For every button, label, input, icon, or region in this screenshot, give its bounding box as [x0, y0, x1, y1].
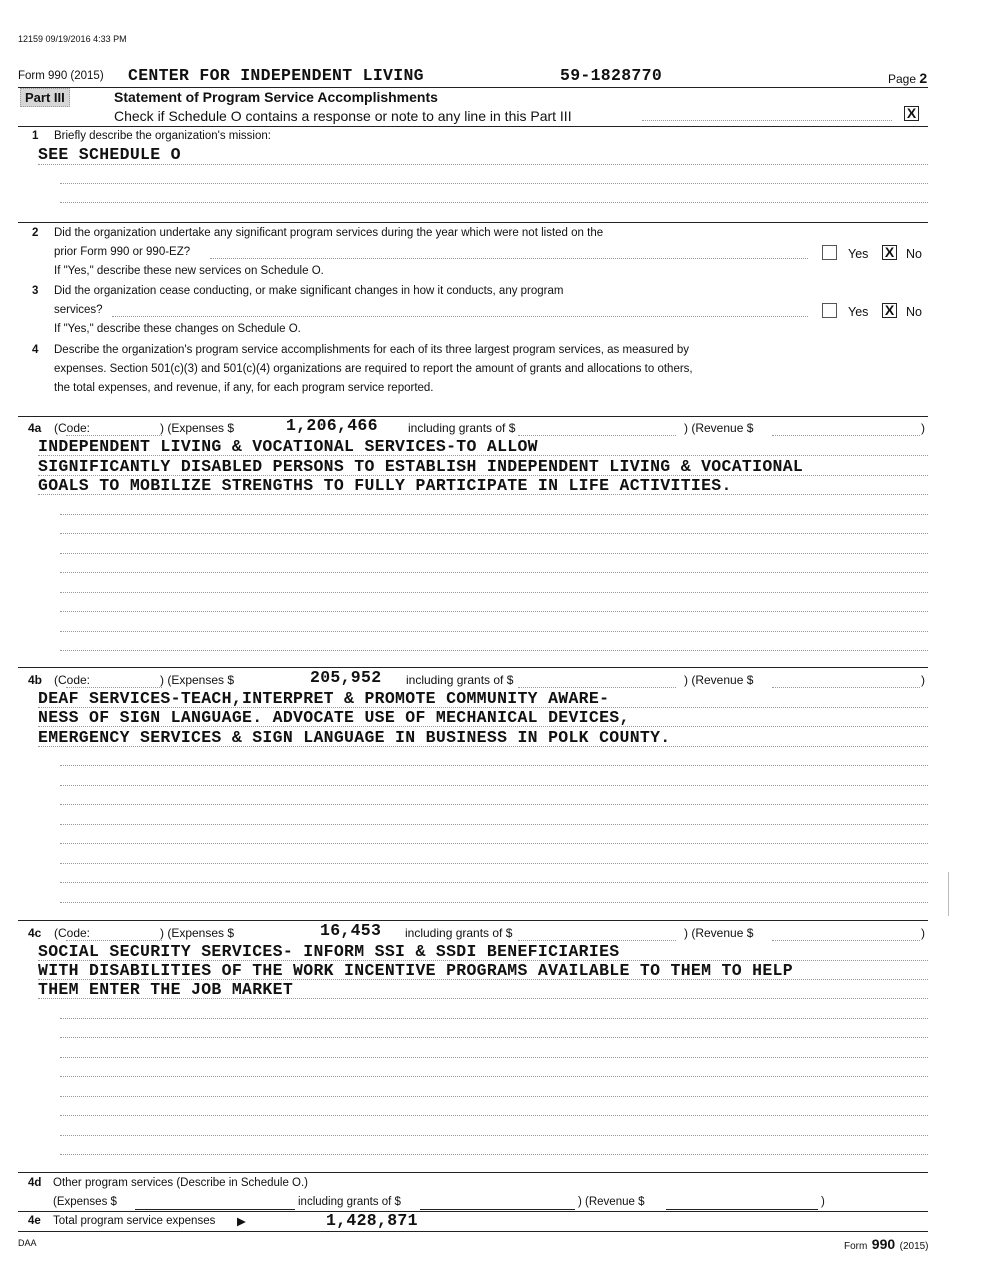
program-4a-line: SIGNIFICANTLY DISABLED PERSONS TO ESTABLISH INDEPENDENT LIVING & VOCATIONAL	[38, 457, 804, 476]
program-4b-revenue-label: ) (Revenue $	[684, 673, 754, 687]
answer-line	[60, 1096, 928, 1097]
q2-no-checkbox[interactable]: X	[882, 245, 897, 260]
q2-yes-checkbox[interactable]	[822, 245, 837, 260]
q2-note: If "Yes," describe these new services on Schedule O.	[54, 265, 324, 277]
q4-text-line3: the total expenses, and revenue, if any, for each program service reported.	[54, 382, 434, 394]
q4e-number: 4e	[28, 1215, 41, 1227]
program-4c-close: )	[921, 926, 925, 940]
q3-yes-label: Yes	[848, 305, 869, 319]
page-word: Page	[888, 72, 917, 86]
answer-line	[60, 882, 928, 883]
mission-answer: SEE SCHEDULE O	[38, 145, 181, 164]
q1-number: 1	[32, 130, 39, 142]
answer-line	[60, 650, 928, 651]
answer-line	[60, 611, 928, 612]
header-rule	[18, 87, 928, 88]
program-4b-expenses-label: ) (Expenses $	[160, 673, 235, 687]
footer-form-year: (2015)	[899, 1241, 929, 1252]
program-4a-expenses-label: ) (Expenses $	[160, 421, 235, 435]
program-4a-id: 4a	[28, 421, 42, 435]
scan-mark	[948, 872, 949, 916]
program-4c-expenses-value: 16,453	[320, 921, 382, 940]
q2-number: 2	[32, 227, 39, 239]
answer-line	[60, 533, 928, 534]
answer-line	[60, 1018, 928, 1019]
program-4b-expenses-value: 205,952	[310, 668, 382, 687]
q3-note: If "Yes," describe these changes on Schedule O.	[54, 323, 301, 335]
answer-line	[38, 979, 928, 980]
answer-line	[38, 494, 928, 495]
program-4b-line: NESS OF SIGN LANGUAGE. ADVOCATE USE OF MECHANICAL DEVICES,	[38, 708, 630, 727]
leader-dots	[66, 687, 162, 688]
q3-no-label: No	[906, 305, 922, 319]
answer-line	[60, 1135, 928, 1136]
answer-line	[60, 765, 928, 766]
program-4b-grants-label: including grants of $	[406, 673, 514, 687]
answer-line	[60, 1115, 928, 1116]
leader-dots	[518, 435, 676, 436]
program-4c-expenses-label: ) (Expenses $	[160, 926, 235, 940]
q3-text-line2: services?	[54, 304, 103, 316]
footer-rule	[18, 1231, 928, 1232]
answer-line	[60, 631, 928, 632]
program-4c-line: SOCIAL SECURITY SERVICES- INFORM SSI & SSDI BENEFICIARIES	[38, 942, 620, 961]
answer-line	[38, 960, 928, 961]
answer-line	[38, 707, 928, 708]
leader-dots	[518, 687, 676, 688]
program-4a-line: GOALS TO MOBILIZE STRENGTHS TO FULLY PARTICIPATE IN LIFE ACTIVITIES.	[38, 476, 732, 495]
program-4b-line: DEAF SERVICES-TEACH,INTERPRET & PROMOTE COMMUNITY AWARE-	[38, 689, 610, 708]
leader-dots	[772, 435, 920, 436]
section-rule	[18, 1172, 928, 1173]
footer-form-number: 990	[871, 1236, 896, 1252]
q3-number: 3	[32, 285, 39, 297]
q4d-close: )	[821, 1196, 825, 1208]
part-title: Statement of Program Service Accomplishments	[114, 89, 438, 105]
program-4a-close: )	[921, 421, 925, 435]
schedule-o-checkbox[interactable]: X	[904, 106, 919, 121]
section-rule	[18, 667, 928, 668]
answer-line	[60, 902, 928, 903]
answer-line	[60, 572, 928, 573]
q4d-revenue-line	[666, 1209, 818, 1210]
program-4c-line: WITH DISABILITIES OF THE WORK INCENTIVE PROGRAMS AVAILABLE TO THEM TO HELP	[38, 961, 793, 980]
answer-line	[60, 1154, 928, 1155]
leader-dots	[772, 687, 920, 688]
leader-dots	[66, 435, 162, 436]
answer-line	[60, 785, 928, 786]
program-4c-line: THEM ENTER THE JOB MARKET	[38, 980, 294, 999]
program-4c-id: 4c	[28, 926, 42, 940]
answer-line	[60, 804, 928, 805]
q3-yes-checkbox[interactable]	[822, 303, 837, 318]
footer-daa: DAA	[18, 1238, 37, 1248]
program-4a-grants-label: including grants of $	[408, 421, 516, 435]
program-4b-id: 4b	[28, 673, 43, 687]
answer-line	[38, 475, 928, 476]
program-4c-code-label: (Code:	[54, 926, 91, 940]
answer-line	[38, 164, 928, 165]
answer-line	[60, 1037, 928, 1038]
leader-dots	[210, 258, 808, 259]
leader-dots	[772, 940, 920, 941]
q2-no-label: No	[906, 247, 922, 261]
answer-line	[60, 824, 928, 825]
section-rule	[18, 222, 928, 223]
form-label: Form 990 (2015)	[18, 70, 104, 82]
program-4b-line: EMERGENCY SERVICES & SIGN LANGUAGE IN BUSINESS IN POLK COUNTY.	[38, 728, 671, 747]
part-label: Part III	[20, 88, 70, 107]
q2-text-line2: prior Form 990 or 990-EZ?	[54, 246, 191, 258]
answer-line	[60, 183, 928, 184]
q3-text-line1: Did the organization cease conducting, or make significant changes in how it conducts, any program	[54, 285, 564, 297]
q4d-number: 4d	[28, 1177, 42, 1189]
q2-yes-label: Yes	[848, 247, 869, 261]
answer-line	[60, 202, 928, 203]
section-rule	[18, 920, 928, 921]
arrow-icon: ▶	[237, 1216, 246, 1228]
q1-text: Briefly describe the organization's mission:	[54, 130, 271, 142]
answer-line	[60, 843, 928, 844]
footer-form-label	[844, 1236, 929, 1254]
answer-line	[60, 1057, 928, 1058]
answer-line	[60, 553, 928, 554]
q4-number: 4	[32, 344, 39, 356]
answer-line	[60, 1076, 928, 1077]
answer-line	[38, 998, 928, 999]
section-rule	[18, 416, 928, 417]
footer-form-word: Form	[844, 1241, 868, 1252]
q4d-revenue-label: ) (Revenue $	[578, 1196, 645, 1208]
part-rule	[18, 126, 928, 127]
leader-dots	[642, 120, 892, 121]
q4e-total-value: 1,428,871	[326, 1211, 418, 1230]
program-4b-code-label: (Code:	[54, 673, 91, 687]
q4d-text: Other program services (Describe in Schedule O.)	[53, 1177, 309, 1189]
organization-name: CENTER FOR INDEPENDENT LIVING	[128, 66, 424, 85]
program-4c-grants-label: including grants of $	[405, 926, 513, 940]
page-label	[888, 70, 927, 86]
q4d-grants-line	[420, 1209, 575, 1210]
q2-text-line1: Did the organization undertake any significant program services during the year which were not listed on the	[54, 227, 604, 239]
program-4a-line: INDEPENDENT LIVING & VOCATIONAL SERVICES-TO ALLOW	[38, 437, 538, 456]
leader-dots	[112, 316, 808, 317]
page-number: 2	[919, 70, 928, 86]
answer-line	[60, 514, 928, 515]
answer-line	[38, 455, 928, 456]
program-4a-code-label: (Code:	[54, 421, 91, 435]
answer-line	[38, 746, 928, 747]
program-4c-revenue-label: ) (Revenue $	[684, 926, 754, 940]
q4e-text: Total program service expenses	[53, 1215, 216, 1227]
q4d-expenses-line	[135, 1209, 295, 1210]
q3-no-checkbox[interactable]: X	[882, 303, 897, 318]
leader-dots	[518, 940, 676, 941]
print-timestamp: 12159 09/19/2016 4:33 PM	[18, 34, 127, 44]
program-4a-revenue-label: ) (Revenue $	[684, 421, 754, 435]
program-4a-expenses-value: 1,206,466	[286, 416, 378, 435]
leader-dots	[66, 940, 162, 941]
program-4b-close: )	[921, 673, 925, 687]
ein: 59-1828770	[560, 66, 663, 85]
q4d-grants-label: including grants of $	[298, 1196, 401, 1208]
q4-text-line2: expenses. Section 501(c)(3) and 501(c)(4) organizations are required to report the amount of grants and allocations to others,	[54, 363, 693, 375]
answer-line	[38, 726, 928, 727]
part-check-text: Check if Schedule O contains a response or note to any line in this Part III	[114, 108, 572, 124]
answer-line	[60, 863, 928, 864]
q4-text-line1: Describe the organization's program service accomplishments for each of its three largest program services, as measured by	[54, 344, 689, 356]
section-rule	[18, 1211, 928, 1212]
q4d-expenses-label: (Expenses $	[53, 1196, 117, 1208]
answer-line	[60, 592, 928, 593]
